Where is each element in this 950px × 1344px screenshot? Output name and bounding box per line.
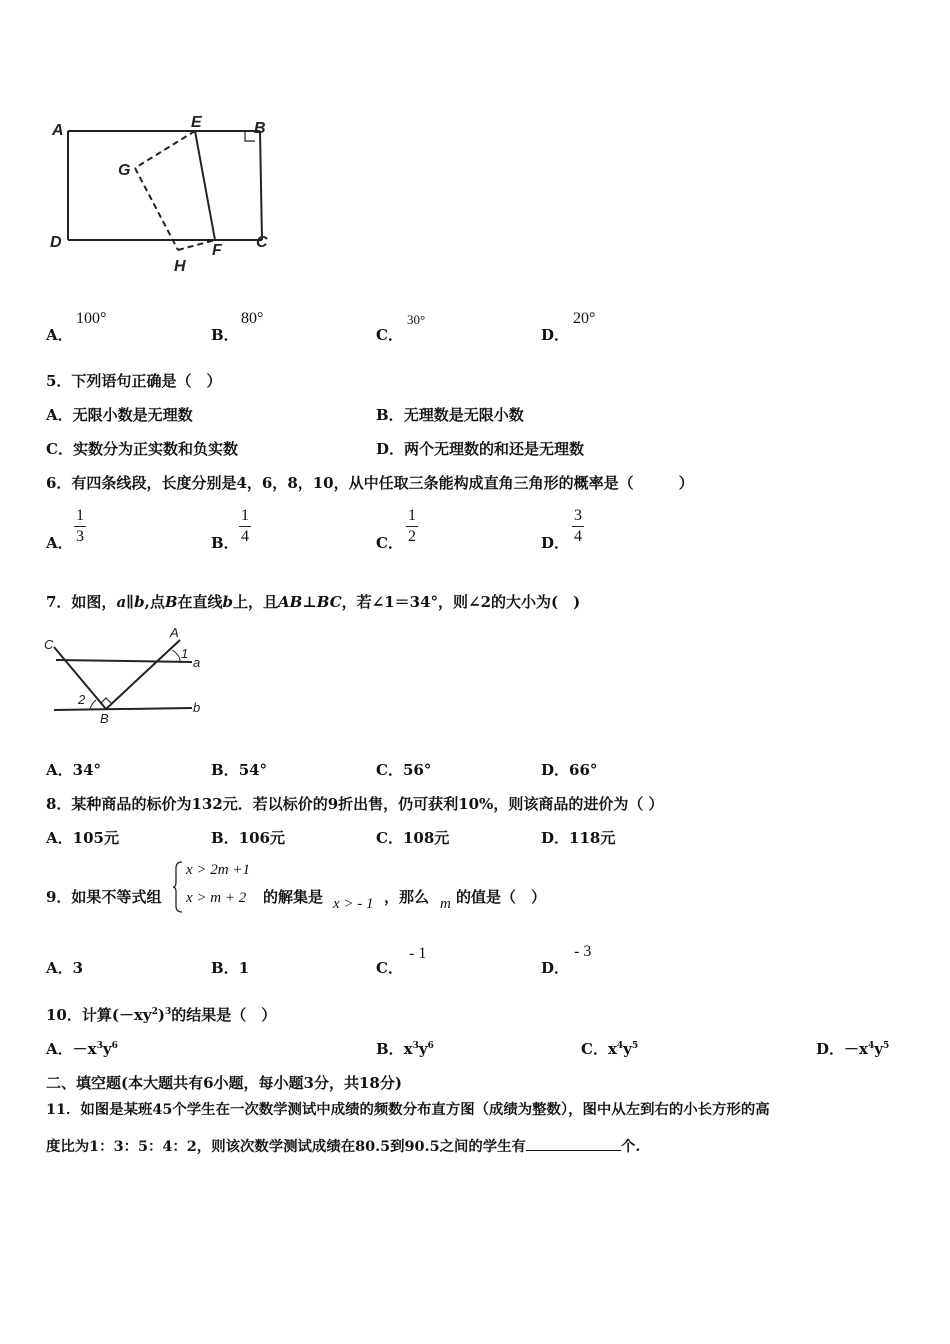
q10-option-d-letter: D． <box>816 1040 845 1058</box>
q9-system-line-1: x > 2m +1 <box>186 862 250 878</box>
q9-solution: x > - 1 <box>333 896 374 912</box>
q9-option-b-letter: B． <box>211 959 239 977</box>
q6-option-d-letter: D． <box>541 534 570 552</box>
q6-option-b-fraction <box>239 506 251 547</box>
q10-option-c-base-y: y <box>623 1040 632 1058</box>
q5-option-d-letter: D． <box>376 440 405 458</box>
q5-option-b-text: 无理数是无限小数 <box>403 406 524 424</box>
q6-option-c-fraction <box>406 506 418 547</box>
q6-option-b-den: 4 <box>241 528 249 545</box>
q10-stem-exp-2: 2 <box>151 1007 158 1017</box>
q10-option-d-exp-y: 5 <box>882 1041 890 1051</box>
label-B: B <box>254 120 266 137</box>
q4-option-a-value: 100° <box>76 310 107 327</box>
q8-stem: 8．某种商品的标价为132元．若以标价的9折出售，仍可获利10%，则该商品的进价为（ ） <box>46 795 664 813</box>
q6-option-c-den: 2 <box>408 528 416 545</box>
q10-option-a-exp-y: 6 <box>111 1041 118 1051</box>
q7-option-a-letter: A． <box>46 761 73 779</box>
q5-option-c-text: 实数分为正实数和负实数 <box>72 440 238 458</box>
label-D: D <box>50 234 62 251</box>
q8-option-b <box>211 827 285 848</box>
q10-stem-mid: ) <box>157 1006 166 1024</box>
q9-option-d-text: - 3 <box>574 943 592 960</box>
q5-option-c-letter: C． <box>46 440 73 458</box>
q8-option-d <box>541 827 615 848</box>
rectangle-fold-figure <box>40 105 280 285</box>
q4-option-b-value: 80° <box>241 310 264 327</box>
q10-option-c-letter: C． <box>581 1040 608 1058</box>
label-B: B <box>100 711 109 726</box>
q7-option-a <box>46 759 101 780</box>
q7-stem-mid2: 在直线 <box>177 593 223 611</box>
q7-option-c-text: 56° <box>402 761 432 779</box>
q4-option-a-letter: A． <box>46 326 73 344</box>
label-a: a <box>193 655 201 670</box>
q9-option-a-letter: A． <box>46 959 73 977</box>
q6-option-a-fraction <box>74 506 86 547</box>
q8-option-a-letter: A． <box>46 829 73 847</box>
q7-stem-suffix: ，若∠1＝34°，则∠2的大小为( ) <box>341 593 581 611</box>
q8-option-c-letter: C． <box>376 829 403 847</box>
q11-answer-blank[interactable] <box>526 1136 621 1151</box>
q6-option-a-letter: A． <box>46 534 73 552</box>
q10-option-b-exp-y: 6 <box>427 1041 434 1051</box>
q8-option-a <box>46 827 119 848</box>
q10-stem-exp-3: 3 <box>165 1007 172 1017</box>
q6-option-a-num: 1 <box>74 506 86 527</box>
q7-option-a-text: 34° <box>72 761 102 779</box>
q10-option-c-exp-y: 5 <box>631 1041 639 1051</box>
q5-option-d <box>376 438 584 459</box>
q5-option-c <box>46 438 238 459</box>
q9-option-b-text: 1 <box>238 959 250 977</box>
q8-option-c <box>376 827 449 848</box>
q7-option-d-letter: D． <box>541 761 570 779</box>
label-G: G <box>118 162 131 179</box>
q6-stem: 6．有四条线段，长度分别是4，6，8，10，从中任取三条能构成直角三角形的概率是（ ） <box>46 474 694 492</box>
q6-option-b-num: 1 <box>239 506 251 527</box>
q9-option-c-letter: C． <box>376 959 403 977</box>
q9-option-a-text: 3 <box>72 959 84 977</box>
q5-stem: 5．下列语句正确是（ ） <box>46 372 222 390</box>
q5-option-a <box>46 404 193 425</box>
q10-option-a-letter: A． <box>46 1040 73 1058</box>
q7-option-b-text: 54° <box>238 761 268 779</box>
q9-option-c-text: - 1 <box>409 945 427 962</box>
q4-option-d-value: 20° <box>573 310 596 327</box>
q10-option-d <box>816 1038 889 1059</box>
q5-option-a-text: 无限小数是无理数 <box>72 406 193 424</box>
q10-option-c-base-x: x <box>607 1040 617 1058</box>
q9-stem-mid2: ，那么 <box>384 888 430 906</box>
q10-option-a <box>46 1038 118 1059</box>
q6-option-d-den: 4 <box>574 528 582 545</box>
q10-stem-suffix: 的结果是（ ） <box>171 1006 277 1024</box>
q10-option-b-base-y: y <box>418 1040 428 1058</box>
q4-option-b-letter: B． <box>211 326 239 344</box>
q5-option-b-letter: B． <box>376 406 404 424</box>
q6-option-d-num: 3 <box>572 506 584 527</box>
q10-option-b-letter: B． <box>376 1040 404 1058</box>
q5-option-b <box>376 404 524 425</box>
q7-stem-math-B: B <box>164 593 178 611</box>
label-H: H <box>174 258 186 275</box>
q6-option-c-letter: C． <box>376 534 403 552</box>
q9-stem-mid: 的解集是 <box>263 888 324 906</box>
label-C: C <box>44 637 54 652</box>
q9-option-b <box>211 957 249 978</box>
parallel-lines-figure <box>40 625 220 730</box>
q7-stem-math-b: b <box>222 593 234 611</box>
q10-option-c-exp-x: 4 <box>616 1041 624 1051</box>
label-A: A <box>52 122 64 139</box>
label-angle-1: 1 <box>181 646 189 661</box>
q6-option-c-num: 1 <box>406 506 418 527</box>
label-A: A <box>170 625 179 640</box>
q10-stem-prefix: 10．计算(－xy <box>46 1006 152 1024</box>
q10-option-b-base-x: x <box>403 1040 413 1058</box>
label-angle-2: 2 <box>78 692 86 707</box>
label-b: b <box>193 700 201 715</box>
q7-option-c <box>376 759 431 780</box>
q7-stem-prefix: 7．如图， <box>46 593 117 611</box>
brace-icon <box>172 860 184 914</box>
q7-stem-math-perp: AB⊥BC <box>278 593 342 611</box>
q10-option-d-exp-x: 4 <box>867 1041 875 1051</box>
q6-option-d-fraction <box>572 506 584 547</box>
q7-stem-mid3: 上，且 <box>233 593 279 611</box>
q11-line-2-prefix: 度比为1：3：5：4：2，则该次数学测试成绩在80.5到90.5之间的学生有 <box>46 1138 526 1155</box>
q8-option-d-text: 118元 <box>569 829 616 847</box>
section-2-title: 二、填空题(本大题共有6小题，每小题3分，共18分) <box>46 1074 402 1092</box>
q8-option-c-text: 108元 <box>402 829 450 847</box>
q4-option-d-letter: D． <box>541 326 570 344</box>
q7-option-b-letter: B． <box>211 761 239 779</box>
q8-option-d-letter: D． <box>541 829 570 847</box>
q11-line-2 <box>46 1135 640 1156</box>
q10-option-a-exp-x: 3 <box>96 1041 103 1051</box>
q8-option-a-text: 105元 <box>72 829 119 847</box>
q7-option-d-text: 66° <box>569 761 598 779</box>
q8-option-b-text: 106元 <box>238 829 285 847</box>
q9-variable-m: m <box>440 896 451 912</box>
q4-option-c-letter: C． <box>376 326 403 344</box>
q9-stem-suffix: 的值是（ ） <box>456 888 547 906</box>
q7-stem-math-parallel: a∥b <box>116 593 145 611</box>
label-F: F <box>212 242 222 259</box>
q11-line-1: 11．如图是某班45个学生在一次数学测试中成绩的频数分布直方图（成绩为整数），图中从左到右的小长方形的高 <box>46 1101 770 1118</box>
q6-option-b-letter: B． <box>211 534 239 552</box>
q10-option-d-base-x: －x <box>844 1040 868 1058</box>
q9-option-a <box>46 957 83 978</box>
q10-option-d-base-y: y <box>874 1040 883 1058</box>
q10-option-c <box>581 1038 638 1059</box>
q7-option-b <box>211 759 267 780</box>
q5-option-a-letter: A． <box>46 406 73 424</box>
q9-system-line-2: x > m + 2 <box>186 890 247 906</box>
q10-option-a-base-x: －x <box>72 1040 97 1058</box>
q5-option-d-text: 两个无理数的和还是无理数 <box>404 440 585 458</box>
q10-option-a-base-y: y <box>102 1040 112 1058</box>
q10-stem <box>46 1004 276 1025</box>
q6-option-a-den: 3 <box>76 528 84 545</box>
q10-option-b <box>376 1038 434 1059</box>
q7-stem <box>46 591 580 612</box>
q7-option-d <box>541 759 597 780</box>
q9-stem-prefix: 9．如果不等式组 <box>46 888 162 906</box>
q11-line-2-suffix: 个. <box>620 1138 641 1155</box>
q7-stem-mid1: ,点 <box>144 593 165 611</box>
q10-option-b-exp-x: 3 <box>412 1041 419 1051</box>
label-C: C <box>256 234 268 251</box>
q8-option-b-letter: B． <box>211 829 239 847</box>
q7-option-c-letter: C． <box>376 761 403 779</box>
q4-option-c-value: 30° <box>407 312 426 327</box>
label-E: E <box>191 114 202 131</box>
q9-option-d-letter: D． <box>541 959 570 977</box>
